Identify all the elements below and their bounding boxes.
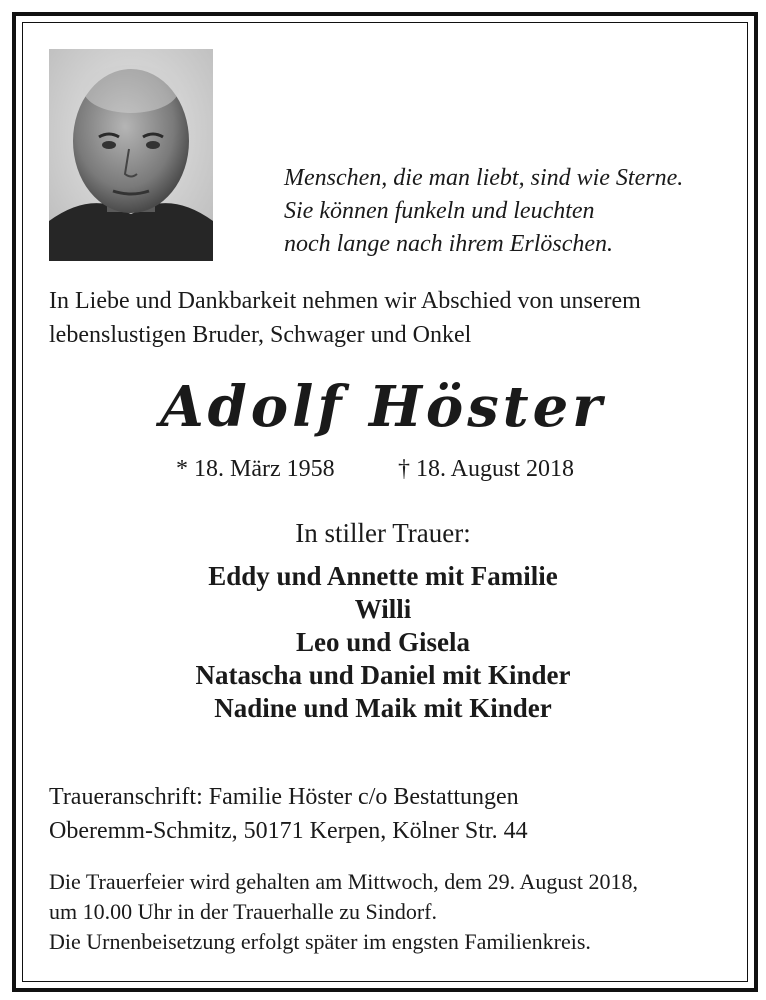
poem-line: noch lange nach ihrem Erlöschen.: [284, 231, 614, 257]
portrait-photo: [49, 49, 213, 261]
family-member: Natascha und Daniel mit Kinder: [195, 660, 571, 690]
ceremony-line: um 10.00 Uhr in der Trauerhalle zu Sindorf.: [49, 899, 437, 924]
intro-line: lebenslustigen Bruder, Schwager und Onkel: [49, 322, 472, 348]
mourning-heading: In stiller Trauer:: [295, 518, 471, 548]
intro-line: In Liebe und Dankbarkeit nehmen wir Abschied von unserem: [49, 288, 641, 314]
death-date: † 18. August 2018: [398, 456, 575, 482]
family-list: [0, 560, 766, 725]
family-member: Willi: [354, 594, 412, 624]
address-line: Oberemm-Schmitz, 50171 Kerpen, Kölner Str. 44: [49, 818, 528, 844]
family-member: Nadine und Maik mit Kinder: [214, 693, 552, 723]
birth-date: * 18. März 1958: [176, 456, 335, 482]
ceremony-line: Die Trauerfeier wird gehalten am Mittwoch, dem 29. August 2018,: [49, 869, 639, 894]
ceremony-line: Die Urnenbeisetzung erfolgt später im engsten Familienkreis.: [49, 929, 591, 954]
address-line: Traueranschrift: Familie Höster c/o Bestattungen: [49, 784, 519, 810]
intro-text: [49, 284, 739, 352]
poem-line: Menschen, die man liebt, sind wie Sterne.: [284, 165, 684, 191]
poem-line: Sie können funkeln und leuchten: [284, 198, 595, 224]
poem: [284, 162, 724, 261]
family-member: Leo und Gisela: [295, 627, 471, 657]
deceased-name: Adolf Höster: [160, 374, 606, 440]
family-member: Eddy und Annette mit Familie: [208, 561, 558, 591]
ceremony-info: [49, 867, 739, 957]
mourning-address: [49, 780, 739, 848]
